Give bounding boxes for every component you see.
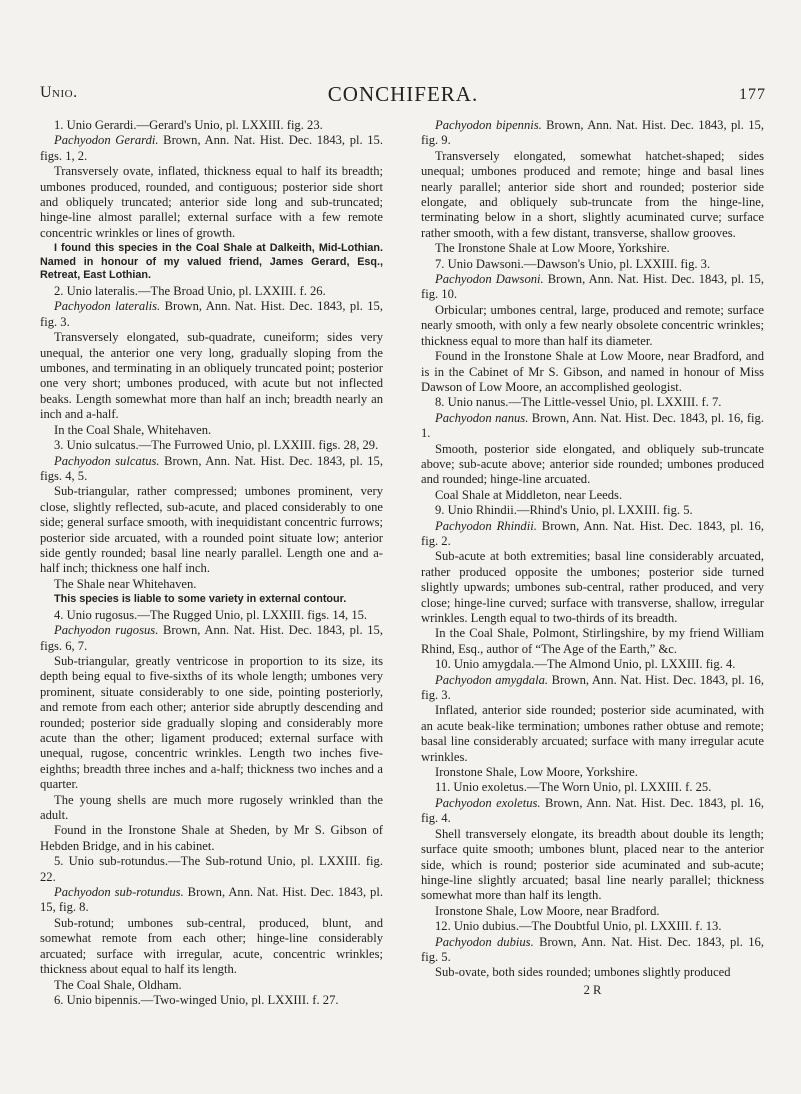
species-heading: 12. Unio dubius.—The Doubtful Unio, pl. LXXIII. f. 13. xyxy=(435,919,722,934)
description-paragraph: The Ironstone Shale at Low Moore, Yorkshire. xyxy=(435,241,670,256)
synonym-reference xyxy=(40,885,383,916)
running-head: Unio. xyxy=(40,84,78,101)
description-paragraph: The Shale near Whitehaven. xyxy=(54,576,197,591)
synonym-name: Pachyodon sub-rotundus. xyxy=(54,885,184,900)
species-heading: 6. Unio bipennis.—Two-winged Unio, pl. LXXIII. f. 27. xyxy=(54,992,339,1007)
description-paragraph: Found in the Ironstone Shale at Low Moore, near Bradford, and is in the Cabinet of Mr S. Gibson, and named in honour of Miss Dawson of Low Moore, an accomplished geologist. xyxy=(421,349,764,394)
description-paragraph: Transversely elongated, somewhat hatchet-shaped; sides unequal; umbones produced and remote; hinge and basal lines nearly parallel; anterior side short and rounded; posterior side elongate, and obliquely sub-truncate from the hinge-line, terminating below in a short, slightly acuminated curve; surface rather smooth, with a few distant, transverse, shallow grooves. xyxy=(421,148,764,240)
species-heading: 2. Unio lateralis.—The Broad Unio, pl. LXXIII. f. 26. xyxy=(54,284,326,299)
description-paragraph: Inflated, anterior side rounded; posterior side acuminated, with an acute beak-like termination; umbones rather obtuse and remote; basal line considerably arcuated; surface with many irregular acute wrinkles. xyxy=(421,703,764,764)
page-number: 177 xyxy=(739,86,766,103)
citation: Brown, Ann. Nat. Hist. Dec. 1843, pl. 15, fig. 3. xyxy=(40,299,383,329)
synonym-reference xyxy=(40,299,383,330)
synonym-reference xyxy=(421,796,764,827)
description-paragraph: Orbicular; umbones central, large, produced and remote; surface nearly smooth, with only a few nearly obsolete concentric wrinkles; thickness equal to more than half its diameter. xyxy=(421,302,764,348)
section-title: CONCHIFERA. xyxy=(327,82,479,106)
description-paragraph: Found in the Ironstone Shale at Sheden, by Mr S. Gibson of Hebden Bridge, and in his cabinet. xyxy=(40,823,383,853)
synonym-name: Pachyodon Gerardi. xyxy=(54,133,159,148)
signature-mark: 2 R xyxy=(583,982,602,997)
page-header xyxy=(40,82,766,106)
synonym-reference xyxy=(421,935,764,966)
citation: Brown, Ann. Nat. Hist. Dec. 1843, pl. 16, fig. 2. xyxy=(421,518,764,548)
description-paragraph: Ironstone Shale, Low Moore, near Bradford. xyxy=(435,903,660,918)
description-paragraph: Transversely elongated, sub-quadrate, cuneiform; sides very unequal, the anterior one very long, gradually sloping from the umbones, and terminating in an obliquely truncated point; posterior one very short; umbones produced, with acute but not inflected beaks. Length somewhat more than half an inch; breadth nearly an inch and a-half. xyxy=(40,330,383,422)
citation: Brown, Ann. Nat. Hist. Dec. 1843, pl. 15, fig. 8. xyxy=(40,885,383,915)
synonym-reference xyxy=(421,272,764,303)
citation: Brown, Ann. Nat. Hist. Dec. 1843, pl. 16, fig. 5. xyxy=(421,934,764,964)
right-column xyxy=(421,118,764,998)
synonym-name: Pachyodon exoletus. xyxy=(435,795,541,810)
description-paragraph: Sub-acute at both extremities; basal line considerably arcuated, rather produced opposite the umbones; posterior side turned slightly upwards; umbones sub-central, rather produced, and very close; hinge-line curved; surface with transverse, shallow, irregular wrinkles. Length equal to two-thirds of its breadth. xyxy=(421,549,764,625)
species-heading: 10. Unio amygdala.—The Almond Unio, pl. LXXIII. fig. 4. xyxy=(435,657,736,672)
citation: Brown, Ann. Nat. Hist. Dec. 1843, pl. 16, fig. 1. xyxy=(421,410,764,441)
description-paragraph: Sub-triangular, greatly ventricose in proportion to its size, its depth being equal to five-sixths of its whole length; umbones very prominent, situate considerably to one side, pointing posteriorly, and remote from each other; anterior side abruptly descending and rounded; posterior side gradually sloping and considerably more acute than the other; ligament produced; external surface with unequal, rugose, concentric wrinkles. Length two inches five-eighths; breadth three inches and a-half; thickness two inches and a quarter. xyxy=(40,653,383,792)
description-paragraph: Ironstone Shale, Low Moore, Yorkshire. xyxy=(435,765,638,780)
description-paragraph: Sub-rotund; umbones sub-central, produced, blunt, and somewhat remote from each other; hinge-line considerably arcuated; surface with irregular, acute, concentric wrinkles; thickness about equal to half its length. xyxy=(40,915,383,977)
note-paragraph: I found this species in the Coal Shale at Dalkeith, Mid-Lothian. Named in honour of my valued friend, James Gerard, Esq., Retreat, East Lothian. xyxy=(40,242,383,282)
left-column xyxy=(40,118,383,1008)
synonym-name: Pachyodon Dawsoni. xyxy=(435,272,544,287)
synonym-name: Pachyodon lateralis. xyxy=(54,299,161,314)
species-heading: 11. Unio exoletus.—The Worn Unio, pl. LXXIII. f. 25. xyxy=(435,780,712,795)
citation: Brown, Ann. Nat. Hist. Dec. 1843, pl. 15, fig. 10. xyxy=(421,272,764,302)
species-heading: 3. Unio sulcatus.—The Furrowed Unio, pl. LXXIII. figs. 28, 29. xyxy=(54,438,379,453)
synonym-reference xyxy=(40,454,383,485)
synonym-reference xyxy=(421,519,764,550)
synonym-name: Pachyodon Rhindii. xyxy=(435,518,537,533)
description-paragraph: Shell transversely elongate, its breadth about double its length; surface quite smooth; umbones blunt, placed near to the anterior side, which is round; posterior side acuminated and sub-acute; hinge-line slightly arcuated; basal line nearly parallel; thickness somewhat more than half its length. xyxy=(421,826,764,903)
citation: Brown, Ann. Nat. Hist. Dec. 1843, pl. 15, fig. 9. xyxy=(421,118,764,148)
citation: Brown, Ann. Nat. Hist. Dec. 1843, pl. 15, figs. 4, 5. xyxy=(40,453,383,483)
description-paragraph: In the Coal Shale, Whitehaven. xyxy=(54,422,212,437)
citation: Brown, Ann. Nat. Hist. Dec. 1843, pl. 16, fig. 4. xyxy=(421,795,764,826)
description-paragraph: Transversely ovate, inflated, thickness equal to half its breadth; umbones produced, rounded, and contiguous; posterior side short and obliquely truncated; anterior side long and sub-truncated; hinge-line almost parallel; external surface with a few remote concentric wrinkles or lines of growth. xyxy=(40,164,383,240)
description-paragraph: In the Coal Shale, Polmont, Stirlingshire, by my friend William Rhind, Esq., author of “The Age of the Earth,” &c. xyxy=(421,626,764,656)
species-heading: 4. Unio rugosus.—The Rugged Unio, pl. LXXIII. figs. 14, 15. xyxy=(54,607,368,622)
description-paragraph: Sub-ovate, both sides rounded; umbones slightly produced xyxy=(435,965,731,980)
synonym-reference xyxy=(40,623,383,654)
species-heading: 5. Unio sub-rotundus.—The Sub-rotund Unio, pl. LXXIII. fig. 22. xyxy=(40,854,383,884)
species-heading: 7. Unio Dawsoni.—Dawson's Unio, pl. LXXIII. fig. 3. xyxy=(435,256,711,271)
synonym-reference xyxy=(421,118,764,149)
species-heading: 9. Unio Rhindii.—Rhind's Unio, pl. LXXIII. fig. 5. xyxy=(435,503,693,518)
synonym-name: Pachyodon amygdala. xyxy=(435,672,549,687)
synonym-name: Pachyodon bipennis. xyxy=(435,118,542,132)
synonym-name: Pachyodon dubius. xyxy=(435,934,534,949)
citation: Brown, Ann. Nat. Hist. Dec. 1843, pl. 16, fig. 3. xyxy=(421,672,764,703)
description-paragraph: The young shells are much more rugosely wrinkled than the adult. xyxy=(40,792,383,823)
synonym-reference xyxy=(421,411,764,442)
synonym-name: Pachyodon sulcatus. xyxy=(54,453,160,468)
synonym-name: Pachyodon rugosus. xyxy=(54,623,159,638)
synonym-reference xyxy=(421,673,764,704)
description-paragraph: Sub-triangular, rather compressed; umbones prominent, very close, slightly reflected, sub-acute, and placed considerably to one side; general surface smooth, with inequidistant concentric furrows; posterior side arcuated, with a rounded point situate low; anterior side gently rounded; basal line nearly parallel. Length one and a-half inch; thickness one half inch. xyxy=(40,484,383,576)
description-paragraph: Coal Shale at Middleton, near Leeds. xyxy=(435,487,623,502)
citation: Brown, Ann. Nat. Hist. Dec. 1843, pl. 15, figs. 6, 7. xyxy=(40,623,383,653)
note-paragraph: This species is liable to some variety in external contour. xyxy=(54,593,347,606)
species-heading: 1. Unio Gerardi.—Gerard's Unio, pl. LXXIII. fig. 23. xyxy=(54,118,323,132)
description-paragraph: Smooth, posterior side elongated, and obliquely sub-truncate above; sub-acute above; anterior side rounded; umbones produced and rounded; hinge-line arcuated. xyxy=(421,441,764,487)
citation: Brown, Ann. Nat. Hist. Dec. 1843, pl. 15. figs. 1, 2. xyxy=(40,133,384,163)
synonym-name: Pachyodon nanus. xyxy=(435,410,529,425)
synonym-reference xyxy=(40,133,383,164)
species-heading: 8. Unio nanus.—The Little-vessel Unio, pl. LXXIII. f. 7. xyxy=(435,395,722,410)
description-paragraph: The Coal Shale, Oldham. xyxy=(54,977,182,992)
